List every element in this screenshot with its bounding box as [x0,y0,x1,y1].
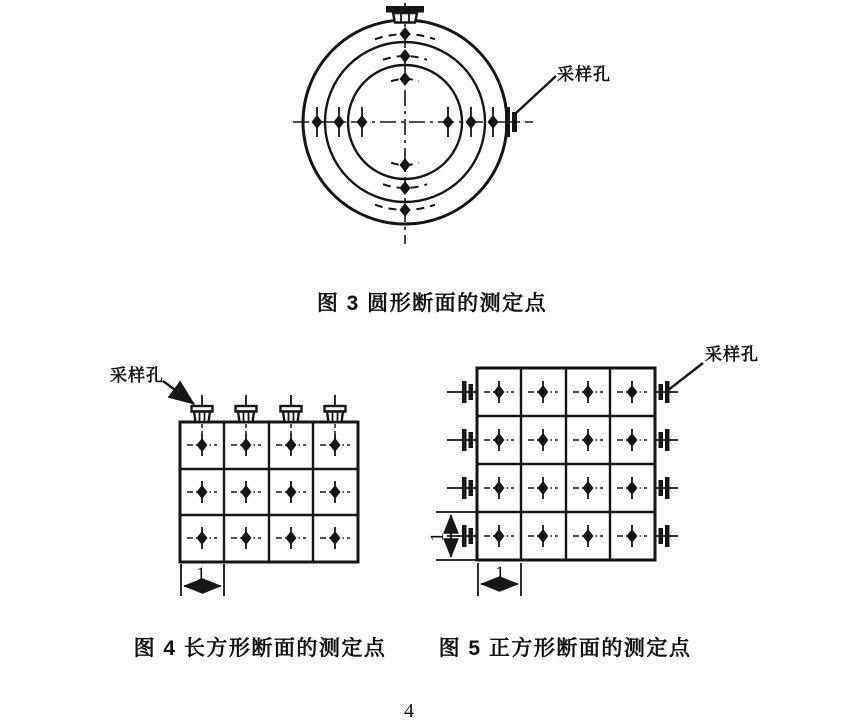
figure5-port-label: 采样孔 [705,345,759,364]
sampling-port-icon [192,395,213,442]
figure3-diagram [293,3,556,244]
sampling-port-icon [325,395,346,442]
page-number: 4 [404,700,414,722]
figure4-label-leader [163,381,194,404]
figure5-label-leader [667,363,703,391]
figure5-diagram [436,363,703,596]
figure4-port-label: 采样孔 [110,366,164,385]
figure5-dimension-h-label: 1 [495,563,505,584]
figure5-dimension-v-label: 1 [427,532,448,542]
figure5-sampling-ports-right [655,381,678,547]
sampling-port-icon [281,395,302,442]
sampling-port-icon [447,477,477,499]
sampling-port-icon [236,395,257,442]
sampling-port-icon [655,477,678,499]
sampling-port-icon [447,429,477,451]
figure4-caption: 图 4 长方形断面的测定点 [133,637,387,660]
sampling-port-icon [655,429,678,451]
sampling-port-icon [447,381,477,403]
sampling-port-icon [655,525,678,547]
figure5-grid [477,368,655,560]
figure3-caption: 图 3 圆形断面的测定点 [316,292,548,315]
figure4-dimension-label: 1 [196,564,206,585]
figure5-caption: 图 5 正方形断面的测定点 [438,637,692,660]
figure3-port-label: 采样孔 [557,65,611,84]
figure3-label-leader [516,76,556,113]
